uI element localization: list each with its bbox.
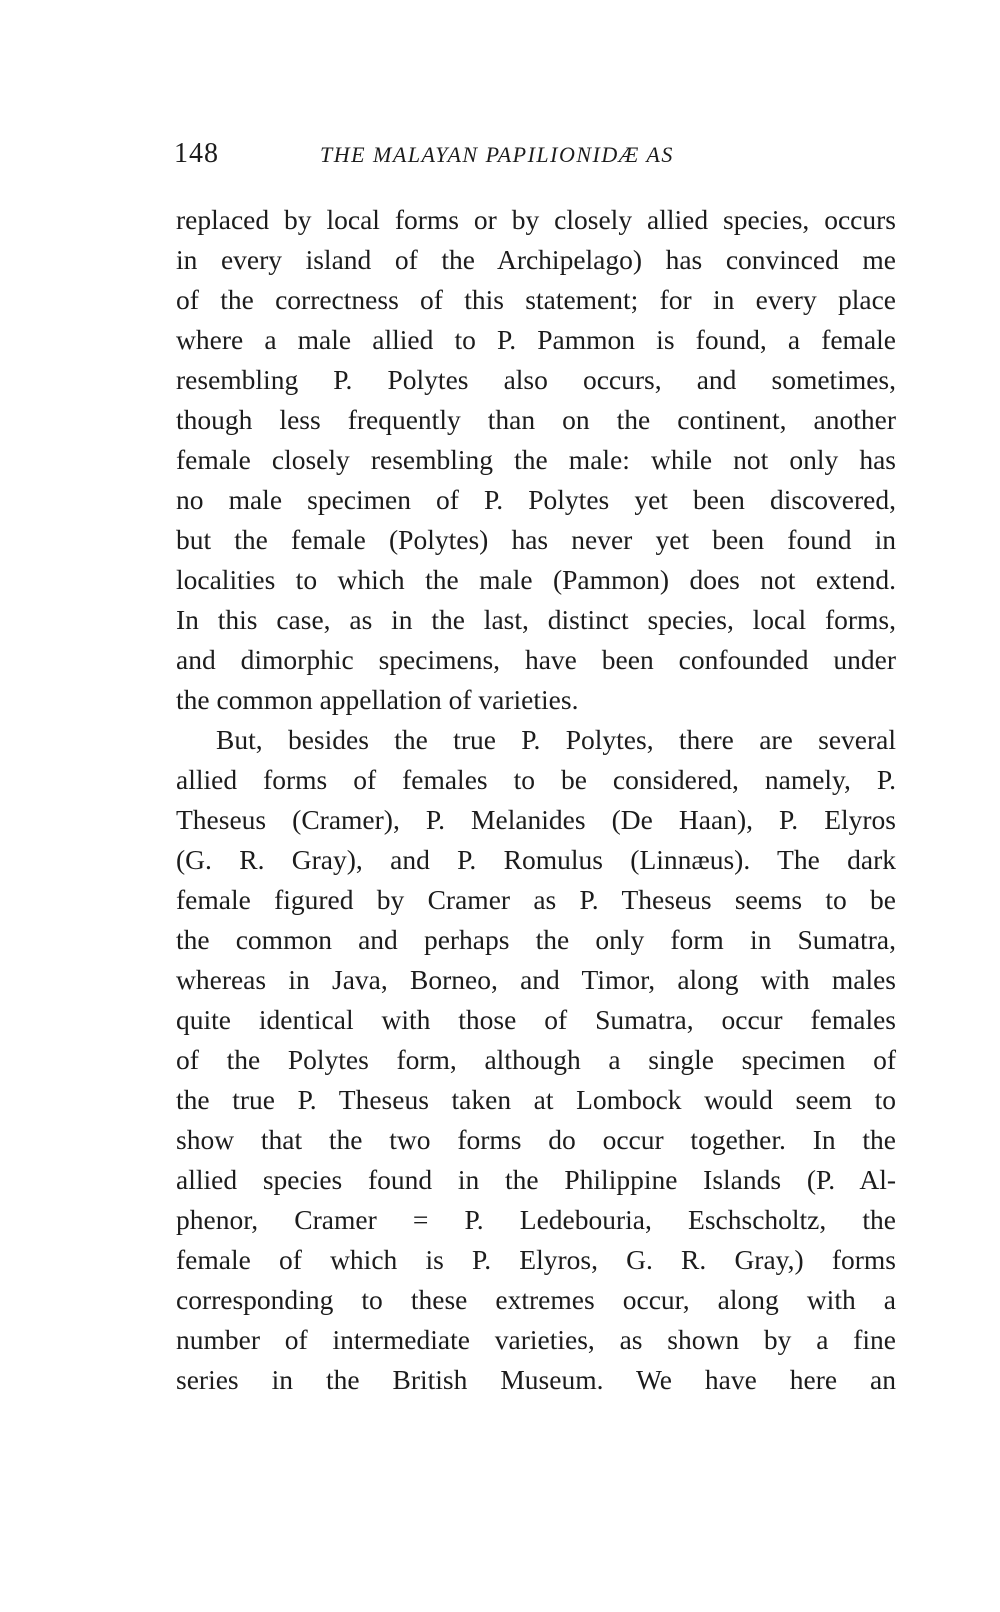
text-line: female of which is P. Elyros, G. R. Gray,) forms [176,1244,896,1275]
text-line: and dimorphic specimens, have been confounded under [176,644,896,675]
text-line: localities to which the male (Pammon) does not extend. [176,564,896,595]
text-line: the common and perhaps the only form in Sumatra, [176,924,896,955]
text-line: But, besides the true P. Polytes, there are several [216,724,896,755]
text-line: no male specimen of P. Polytes yet been discovered, [176,484,896,515]
text-line: though less frequently than on the continent, another [176,404,896,435]
text-line: quite identical with those of Sumatra, occur females [176,1004,896,1035]
text-line: the true P. Theseus taken at Lombock would seem to [176,1084,896,1115]
text-line: (G. R. Gray), and P. Romulus (Linnæus). The dark [176,844,896,875]
page-number: 148 [174,138,219,169]
text-line: of the correctness of this statement; for in every place [176,284,896,315]
text-line: female closely resembling the male: while not only has [176,444,896,475]
text-line: in every island of the Archipelago) has convinced me [176,244,896,275]
page-header [174,138,914,178]
text-line: Theseus (Cramer), P. Melanides (De Haan), P. Elyros [176,804,896,835]
text-line: whereas in Java, Borneo, and Timor, along with males [176,964,896,995]
text-line: phenor, Cramer = P. Ledebouria, Eschscholtz, the [176,1204,896,1235]
text-line: resembling P. Polytes also occurs, and sometimes, [176,364,896,395]
body-text [176,200,896,1400]
text-line: female figured by Cramer as P. Theseus seems to be [176,884,896,915]
text-line: In this case, as in the last, distinct species, local forms, [176,604,896,635]
text-line: number of intermediate varieties, as shown by a fine [176,1324,896,1355]
text-line: where a male allied to P. Pammon is found, a female [176,324,896,355]
text-line: replaced by local forms or by closely allied species, occurs [176,204,896,235]
text-line: the common appellation of varieties. [176,684,579,715]
text-line: series in the British Museum. We have here an [176,1364,896,1395]
text-line: allied forms of females to be considered, namely, P. [176,764,896,795]
running-head: THE MALAYAN PAPILIONIDÆ AS [320,142,674,167]
text-line: allied species found in the Philippine Islands (P. Al- [176,1164,896,1195]
text-line: corresponding to these extremes occur, along with a [176,1284,896,1315]
text-line: of the Polytes form, although a single specimen of [176,1044,896,1075]
text-line: but the female (Polytes) has never yet been found in [176,524,896,555]
text-line: show that the two forms do occur together. In the [176,1124,896,1155]
